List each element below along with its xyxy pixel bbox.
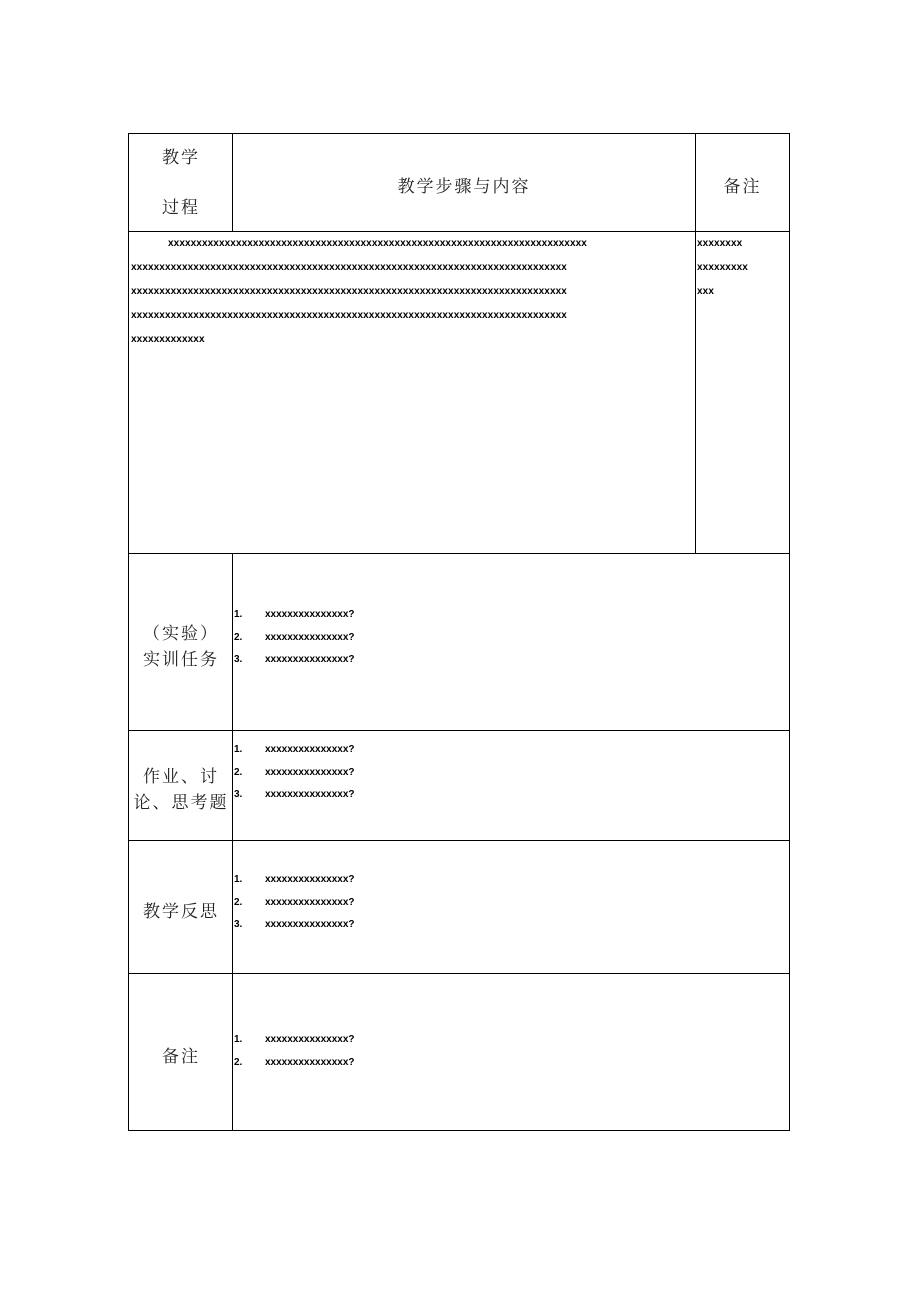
body-line-1: xxxxxxxxxxxxxxxxxxxxxxxxxxxxxxxxxxxxxxxxxxxxxxxxxxxxxxxxxxxxxxxxxxxxxxxxxx [168, 238, 587, 249]
list-number: 2. [234, 1056, 243, 1068]
list-text: xxxxxxxxxxxxxxx? [265, 874, 355, 885]
header-steps-content-label: 教学步骤与内容 [397, 177, 531, 197]
homework-label [130, 764, 232, 816]
list-number: 1. [234, 744, 243, 755]
col-divider-sections [232, 553, 233, 1131]
body-line-5: xxxxxxxxxxxxx [131, 334, 205, 345]
list-number: 2. [234, 766, 243, 778]
header-label-line2: 过程 [162, 198, 200, 218]
header-teaching-process-label [130, 145, 232, 222]
body-line-3: xxxxxxxxxxxxxxxxxxxxxxxxxxxxxxxxxxxxxxxxxxxxxxxxxxxxxxxxxxxxxxxxxxxxxxxxxxxxx [131, 286, 567, 297]
list-number: 3. [234, 789, 243, 800]
homework-label-line2: 论、思考题 [133, 793, 229, 813]
header-label-line1: 教学 [162, 148, 200, 168]
list-text: xxxxxxxxxxxxxxx? [265, 631, 355, 643]
notes-line-1: xxxxxxxx [697, 238, 743, 249]
list-number: 1. [234, 609, 243, 620]
training-label-line1: （实验） [143, 624, 219, 644]
homework-label-line1: 作业、讨 [143, 767, 219, 787]
list-text: xxxxxxxxxxxxxxx? [265, 919, 355, 930]
list-number: 3. [234, 654, 243, 665]
remarks-label: 备注 [162, 1047, 200, 1067]
row-divider-homework [128, 840, 789, 841]
notes-line-3: xxx [697, 286, 714, 297]
list-text: xxxxxxxxxxxxxxx? [265, 654, 355, 665]
row-divider-header [128, 231, 789, 232]
row-divider-body [128, 553, 789, 554]
body-line-4: xxxxxxxxxxxxxxxxxxxxxxxxxxxxxxxxxxxxxxxxxxxxxxxxxxxxxxxxxxxxxxxxxxxxxxxxxxxxx [131, 310, 567, 321]
list-number: 1. [234, 874, 243, 885]
list-number: 1. [234, 1034, 243, 1045]
list-text: xxxxxxxxxxxxxxx? [265, 609, 355, 620]
body-line-2: xxxxxxxxxxxxxxxxxxxxxxxxxxxxxxxxxxxxxxxxxxxxxxxxxxxxxxxxxxxxxxxxxxxxxxxxxxxxx [131, 262, 567, 273]
list-text: xxxxxxxxxxxxxxx? [265, 1056, 355, 1068]
training-label-line2: 实训任务 [143, 650, 219, 670]
row-divider-training [128, 730, 789, 731]
training-label [130, 621, 232, 673]
list-text: xxxxxxxxxxxxxxx? [265, 896, 355, 908]
row-divider-reflection [128, 973, 789, 974]
list-number: 3. [234, 919, 243, 930]
list-text: xxxxxxxxxxxxxxx? [265, 1034, 355, 1045]
notes-line-2: xxxxxxxxx [697, 262, 748, 273]
list-text: xxxxxxxxxxxxxxx? [265, 766, 355, 778]
list-text: xxxxxxxxxxxxxxx? [265, 789, 355, 800]
list-text: xxxxxxxxxxxxxxx? [265, 744, 355, 755]
reflection-label: 教学反思 [143, 902, 219, 922]
header-notes-label: 备注 [723, 177, 762, 197]
list-number: 2. [234, 631, 243, 643]
list-number: 2. [234, 896, 243, 908]
